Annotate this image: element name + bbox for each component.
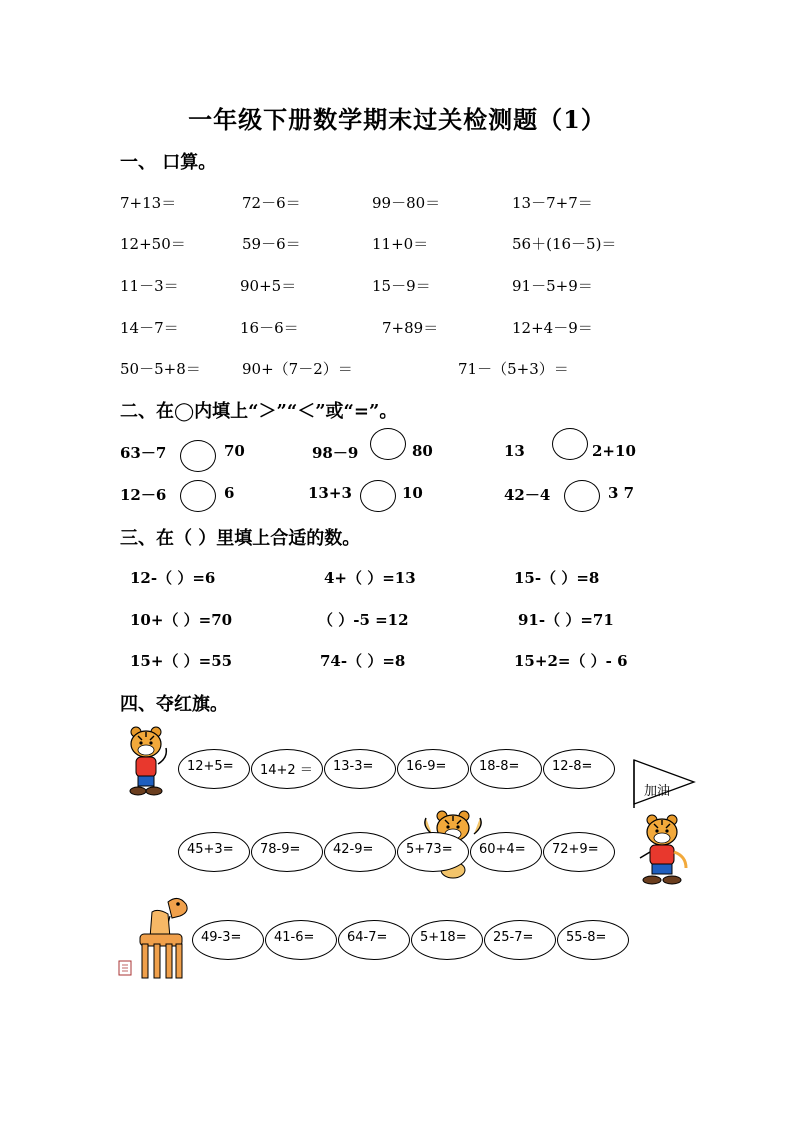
flag-oval[interactable]: 55-8= [557,920,629,960]
oral-item: 15－9＝ [372,277,431,295]
compare-circle[interactable] [370,428,406,460]
oral-item: 59－6＝ [242,235,301,253]
compare-left: 42－4 [504,486,551,504]
oral-item: 11－3＝ [120,277,179,295]
flag-oval[interactable]: 78-9= [251,832,323,872]
oral-item: 12+4－9＝ [512,319,593,337]
giraffe-cartoon-icon [132,894,194,982]
oral-item: 12+50＝ [120,235,186,253]
flag-oval[interactable]: 49-3= [192,920,264,960]
tiger-cartoon-icon [126,724,170,800]
oral-item: 71－（5+3）＝ [458,360,569,378]
compare-right: 6 [224,484,235,502]
flag-oval[interactable]: 16-9= [397,749,469,789]
fill-item: 12-（ ）=6 [130,569,216,587]
oral-item: 99－80＝ [372,194,441,212]
oral-item: 90+（7－2）＝ [242,360,353,378]
compare-circle[interactable] [180,440,216,472]
page-title: 一年级下册数学期末过关检测题（1） [188,105,606,134]
flag-oval[interactable]: 13-3= [324,749,396,789]
flag-oval[interactable]: 12+5= [178,749,250,789]
oral-item: 7+13＝ [120,194,177,212]
fill-item: 4+（ ）=13 [324,569,416,587]
fill-item: 15+2=（ ）- 6 [514,652,628,670]
compare-right: 2+10 [592,442,636,460]
flag-oval[interactable]: 41-6= [265,920,337,960]
oral-item: 11+0＝ [372,235,429,253]
flag-oval[interactable]: 14+2 ＝ [251,749,323,789]
section-heading-flag: 四、夺红旗。 [120,694,228,715]
compare-left: 12－6 [120,486,167,504]
oral-item: 50－5+8＝ [120,360,201,378]
oral-item: 72－6＝ [242,194,301,212]
compare-left: 63－7 [120,444,167,462]
seal-stamp-icon [118,960,132,976]
section-heading-compare: 二、在◯内填上“＞”“＜”或“=”。 [120,401,398,422]
fill-item: 74-（ ）=8 [320,652,406,670]
fill-item: 15+（ ）=55 [130,652,233,670]
compare-circle[interactable] [180,480,216,512]
oral-item: 91－5+9＝ [512,277,593,295]
section-heading-fill: 三、在（ ）里填上合适的数。 [120,528,361,549]
oral-item: 14－7＝ [120,319,179,337]
section-heading-oral: 一、 口算。 [120,152,217,173]
compare-left: 98－9 [312,444,359,462]
compare-circle[interactable] [360,480,396,512]
flag-oval[interactable]: 5+18= [411,920,483,960]
fill-item: 10+（ ）=70 [130,611,233,629]
flag-oval[interactable]: 72+9= [543,832,615,872]
flag-label: 加油 [644,784,671,799]
flag-oval[interactable]: 64-7= [338,920,410,960]
compare-right: 10 [402,484,423,502]
flag-oval[interactable]: 5+73= [397,832,469,872]
oral-item: 13－7+7＝ [512,194,593,212]
compare-right: 70 [224,442,245,460]
fill-item: （ ）-5 =12 [318,611,409,629]
flag-oval[interactable]: 45+3= [178,832,250,872]
compare-right: 3 7 [608,484,635,502]
flag-oval[interactable]: 60+4= [470,832,542,872]
flag-oval[interactable]: 18-8= [470,749,542,789]
compare-circle[interactable] [564,480,600,512]
fill-item: 15-（ ）=8 [514,569,600,587]
flag-oval[interactable]: 25-7= [484,920,556,960]
compare-circle[interactable] [552,428,588,460]
tiger-cartoon-icon [636,812,690,890]
compare-left: 13+3 [308,484,352,502]
compare-left: 13 [504,442,525,460]
compare-right: 80 [412,442,433,460]
flag-oval[interactable]: 12-8= [543,749,615,789]
flag-oval[interactable]: 42-9= [324,832,396,872]
oral-item: 56＋(16－5)＝ [512,235,617,253]
oral-item: 90+5＝ [240,277,297,295]
oral-item: 16－6＝ [240,319,299,337]
oral-item: 7+89＝ [382,319,439,337]
fill-item: 91-（ ）=71 [518,611,614,629]
